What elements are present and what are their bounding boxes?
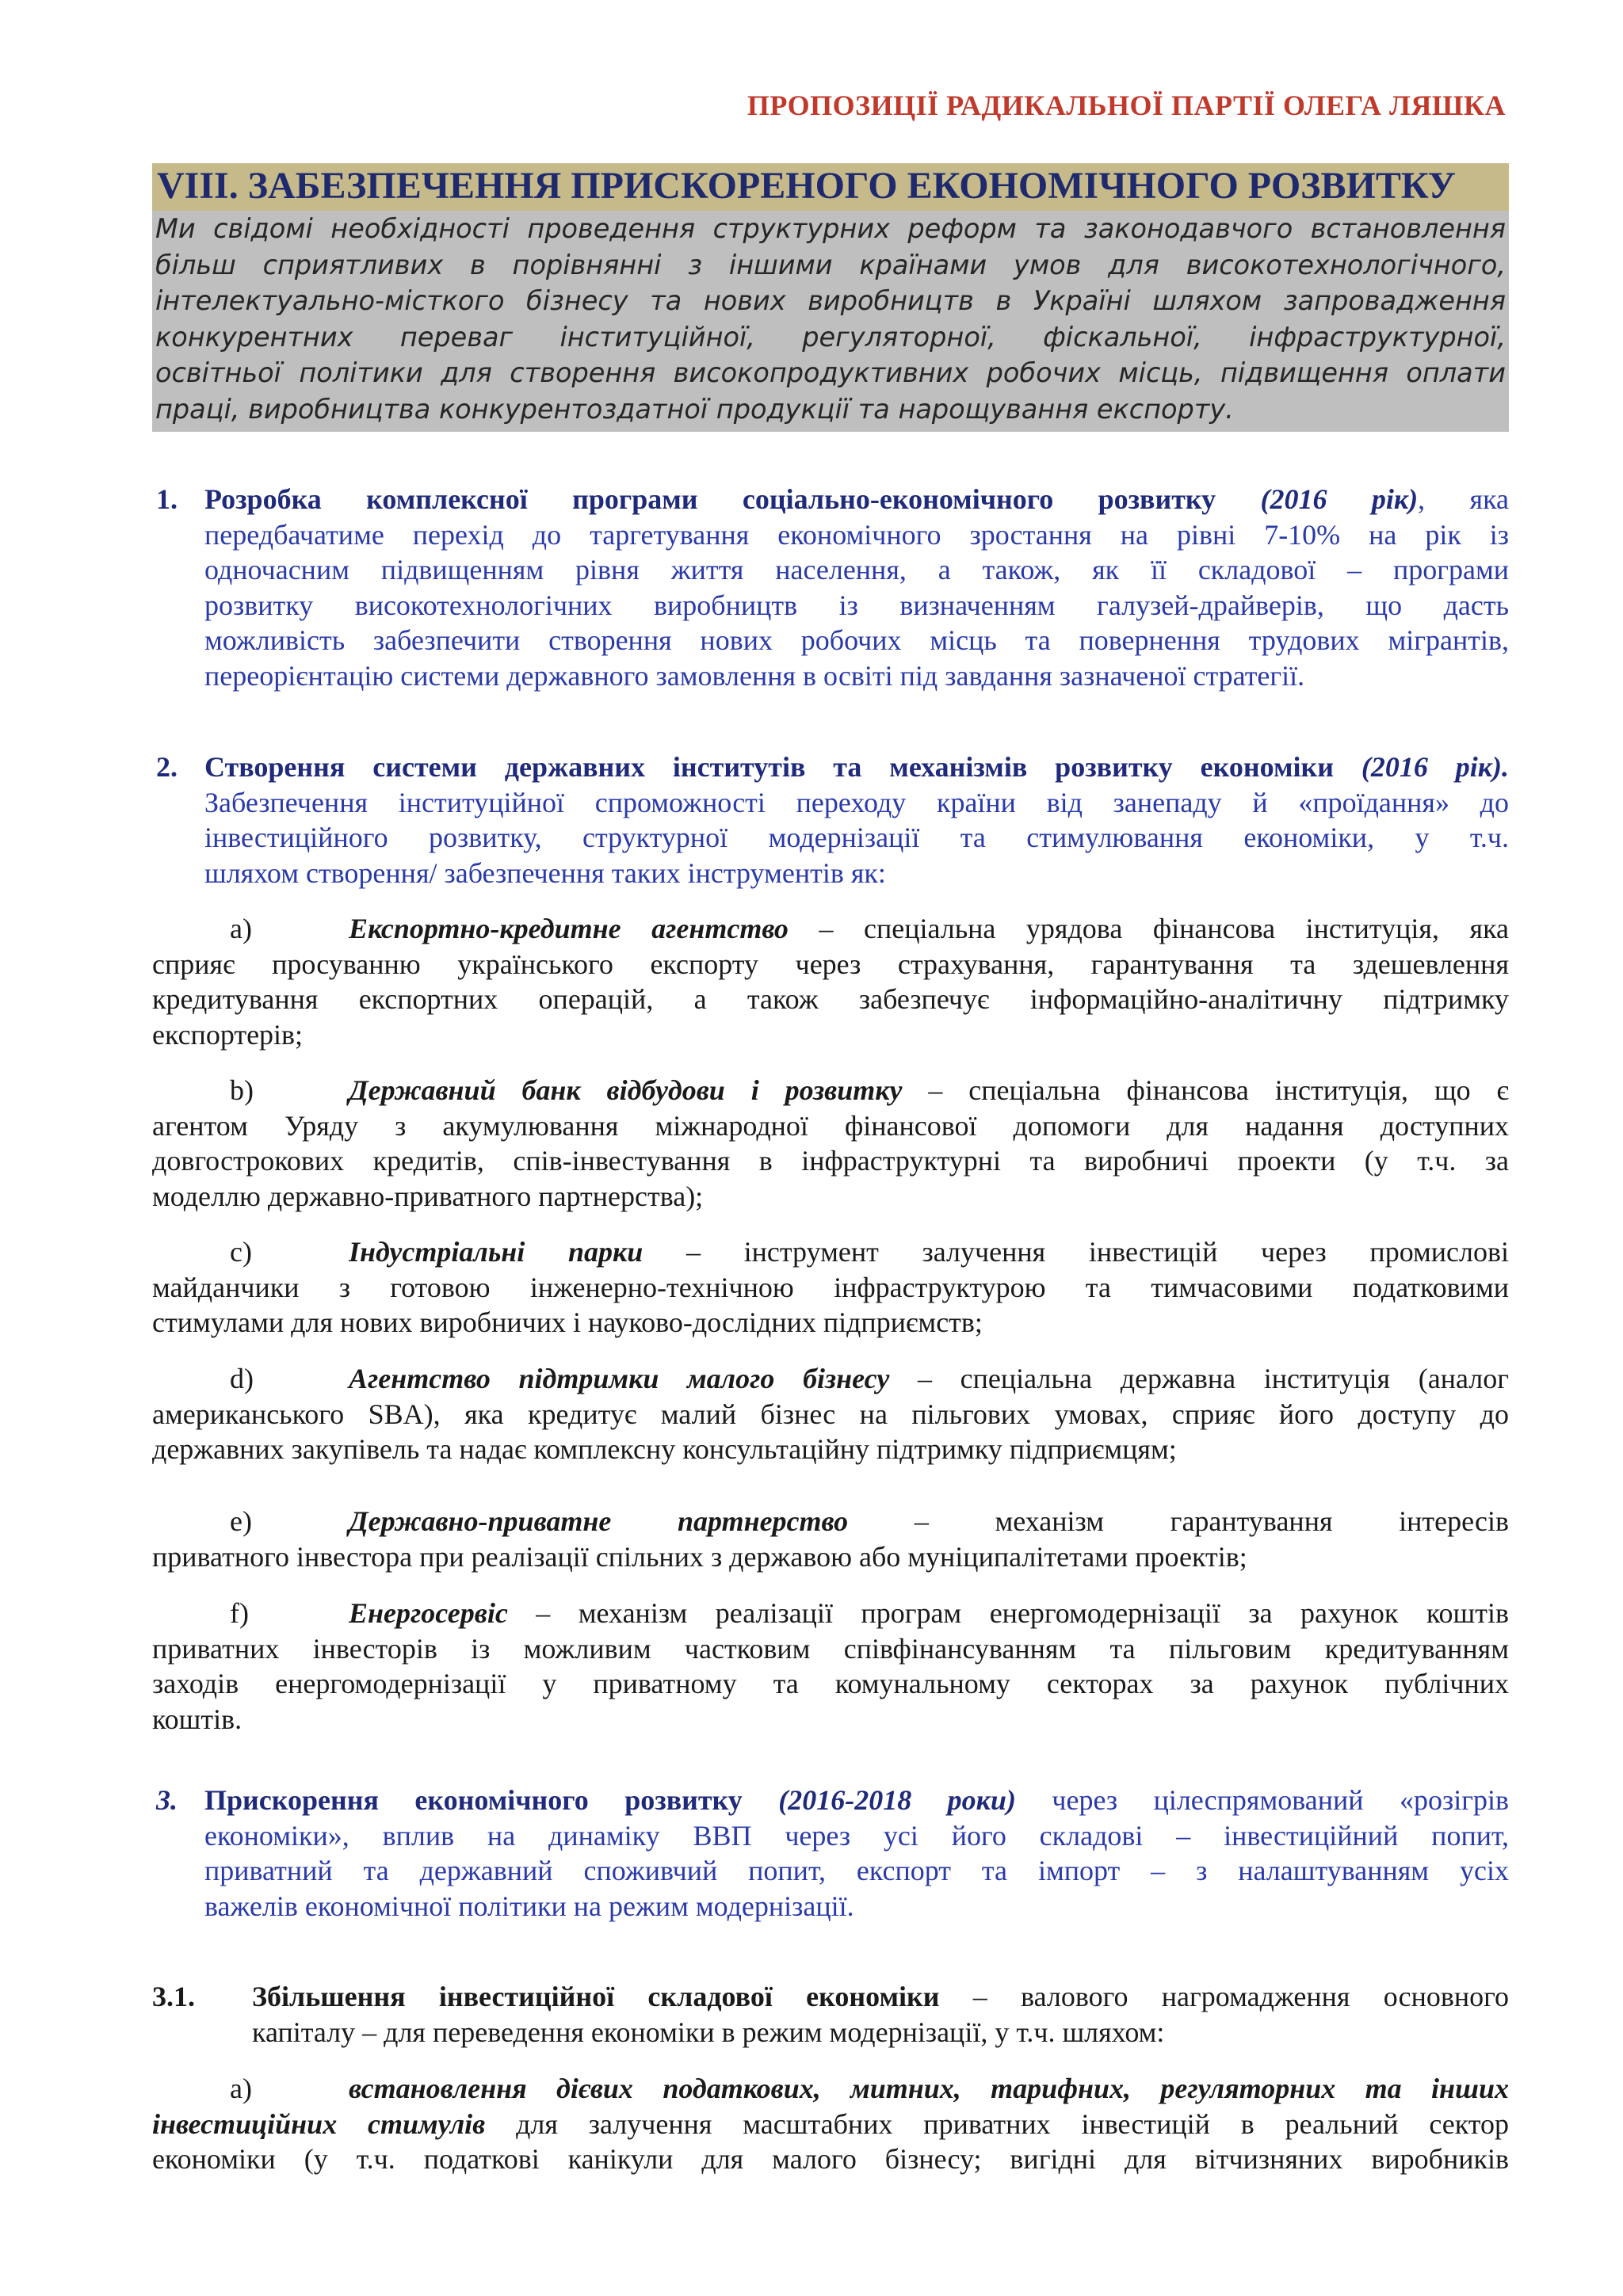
intro-line: праці, виробництва конкурентоздатної продукції та нарощування експорту. [155, 393, 1234, 425]
item-period: (2016-2018 роки) [778, 1784, 1016, 1816]
subitem-a [152, 911, 1509, 1052]
subitem-line: майданчики з готовою інженерно-технічною інфраструктурою та тимчасовими податковими [152, 1271, 1509, 1303]
subitem-text: – механізм гарантування інтересів [848, 1505, 1509, 1537]
subitem-line [152, 1073, 1509, 1108]
intro-line: більш сприятливих в порівнянні з іншими країнами умов для високотехнологічного, [155, 249, 1506, 280]
subsection-3-1 [152, 1979, 1509, 2050]
subitem-line [152, 911, 1509, 947]
subitem-line: сприяє просуванню українського експорту через страхування, гарантування та здешевлення [152, 948, 1509, 980]
subitem-line: заходів енергомодернізації у приватному та комунальному секторах за рахунок публічних [152, 1668, 1509, 1699]
item-line: приватний та державний споживчий попит, експорт та імпорт – з налаштуванням усіх [204, 1855, 1509, 1886]
subitem-line: економіки (у т.ч. податкові канікули для малого бізнесу; вигідні для вітчизняних виробників [152, 2143, 1509, 2175]
list-item-1 [152, 482, 1509, 693]
subitem-text: – інструмент залучення інвестицій через промислові [643, 1236, 1510, 1268]
item-body [204, 482, 1509, 693]
intro-line: освітньої політики для створення високопродуктивних робочих місць, підвищення оплати [155, 357, 1506, 388]
item-text: , яка [1418, 483, 1510, 515]
item-lead: Розробка комплексної програми соціально-економічного розвитку [204, 483, 1216, 515]
item-line: передбачатиме перехід до таргетування економічного зростання на рівні 7-10% на рік із [204, 518, 1509, 551]
intro-line: інтелектуально-місткого бізнесу та нових виробництв в Україні шляхом запровадження [155, 285, 1506, 316]
subitem-text: – спеціальна урядова фінансова інституція, яка [788, 913, 1509, 944]
subitem-line [152, 1361, 1509, 1397]
intro-line: Ми свідомі необхідності проведення структурних реформ та законодавчого встановлення [155, 213, 1506, 244]
section-box [152, 163, 1509, 432]
subsection-number: 3.1. [152, 1981, 195, 2012]
subitem-line [152, 1504, 1509, 1539]
item-line: розвитку високотехнологічних виробництв із визначенням галузей-драйверів, що дасть [204, 589, 1509, 621]
section-intro [152, 211, 1509, 432]
subitem-term: Індустріальні парки [349, 1236, 643, 1268]
subitem-term: інвестиційних стимулів [152, 2107, 486, 2140]
item-line [204, 482, 1509, 517]
subsection-body [252, 1979, 1509, 2050]
subitem-line: американського SBA), яка кредитує малий бізнес на пільгових умовах, сприяє його доступу до [152, 1398, 1509, 1430]
subitem-letter: c) [230, 1236, 252, 1268]
subitem-term: Державний банк відбудови і розвитку [349, 1074, 903, 1106]
item-line: інвестиційного розвитку, структурної модернізації та стимулювання економіки, у т.ч. [204, 822, 1509, 853]
item-period: (2016 рік) [1260, 483, 1419, 515]
list-item-3 [152, 1783, 1509, 1924]
subitem-letter: d) [230, 1363, 254, 1394]
subitem-b [152, 1073, 1509, 1214]
subitem-line: експортерів; [152, 1018, 304, 1051]
subitem-line [152, 1596, 1509, 1631]
subitem-term: встановлення дієвих податкових, митних, тарифних, регуляторних та інших [349, 2073, 1509, 2104]
subitem-term: Експортно-кредитне агентство [349, 913, 789, 944]
item-body [204, 749, 1509, 891]
item-line: можливість забезпечити створення нових робочих місць та повернення трудових мігрантів, [204, 624, 1509, 656]
subitem-line: коштів. [152, 1703, 242, 1735]
subitem-line: приватних інвесторів із можливим частковим співфінансуванням та пільговим кредитуванням [152, 1632, 1509, 1665]
item-line: Забезпечення інституційної спроможності переходу країни від занепаду й «проїдання» до [204, 786, 1509, 818]
subitem-letter: e) [230, 1505, 252, 1537]
item-body [204, 1783, 1509, 1924]
subitem-line: приватного інвестора при реалізації спільних з державою або муніципалітетами проектів; [152, 1540, 1247, 1573]
subitem-line: моделлю державно-приватного партнерства); [152, 1180, 704, 1212]
subitem-f [152, 1596, 1509, 1737]
subitem-d [152, 1361, 1509, 1467]
item-number: 3. [156, 1784, 178, 1816]
item-line: переорієнтацію системи державного замовлення в освіті під завдання зазначеної стратегії. [204, 659, 1305, 692]
item-line: економіки», вплив на динаміку ВВП через усі його складові – інвестиційний попит, [204, 1819, 1509, 1852]
subitem-line: агентом Уряду з акумулювання міжнародної фінансової допомоги для надання доступних [152, 1109, 1509, 1142]
subitem-term: Енергосервіс [349, 1597, 508, 1629]
subitem-line: кредитування експортних операцій, а також забезпечує інформаційно-аналітичну підтримку [152, 983, 1509, 1015]
subitem-text: – спеціальна фінансова інституція, що є [902, 1074, 1509, 1106]
item-text: через цілеспрямований «розігрів [1015, 1784, 1509, 1816]
item-line [204, 749, 1509, 785]
subitem-c [152, 1234, 1509, 1341]
subitem-term: Державно-приватне партнерство [349, 1505, 849, 1537]
item-number: 1. [156, 483, 178, 515]
item-lead: Прискорення економічного розвитку [204, 1784, 743, 1816]
item-line [204, 1783, 1509, 1818]
intro-line: конкурентних переваг інституційної, регуляторної, фіскальної, інфраструктурної, [155, 321, 1506, 353]
item-period: (2016 рік). [1361, 751, 1509, 783]
subitem-letter: b) [230, 1074, 254, 1106]
subitem-letter: a) [230, 2073, 252, 2104]
running-header: ПРОПОЗИЦІЇ РАДИКАЛЬНОЇ ПАРТІЇ ОЛЕГА ЛЯШКА [747, 90, 1506, 121]
subitem-line [152, 1234, 1509, 1270]
item-line: шляхом створення/ забезпечення таких інструментів як: [204, 856, 886, 889]
item-line: одночасним підвищенням рівня життя населення, а також, як її складової – програми [204, 554, 1509, 585]
subitem-line: державних закупівель та надає комплексну консультаційну підтримку підприємцям; [152, 1433, 1177, 1465]
subitem-letter: f) [230, 1597, 249, 1629]
subitem-line [152, 2107, 1509, 2142]
subsection-3-1-item-a [152, 2071, 1509, 2177]
subitem-text: – спеціальна державна інституція (аналог [889, 1363, 1509, 1394]
item-number: 2. [156, 751, 178, 783]
item-line: важелів економічної політики на режим модернізації. [204, 1890, 854, 1922]
subitem-line: стимулами для нових виробничих і науково-дослідних підприємств; [152, 1306, 983, 1338]
subsection-line [252, 1979, 1509, 2015]
subsection-text: – валового нагромадження основного [939, 1981, 1509, 2012]
section-title: VIII. ЗАБЕЗПЕЧЕННЯ ПРИСКОРЕНОГО ЕКОНОМІЧНОГО РОЗВИТКУ [152, 163, 1509, 211]
subitem-text: – механізм реалізації програм енергомодернізації за рахунок коштів [507, 1597, 1509, 1629]
subitem-line: довгострокових кредитів, спів-інвестування в інфраструктурні та виробничі проекти (у т.ч. за [152, 1145, 1509, 1177]
subitem-text: для залучення масштабних приватних інвестицій в реальний сектор [485, 2107, 1509, 2140]
subitem-line [152, 2071, 1509, 2107]
subsection-line: капіталу – для переведення економіки в режим модернізації, у т.ч. шляхом: [252, 2016, 1165, 2048]
subitem-e [152, 1504, 1509, 1574]
subsection-lead: Збільшення інвестиційної складової економіки [252, 1981, 940, 2012]
list-item-2 [152, 749, 1509, 891]
subitem-term: Агентство підтримки малого бізнесу [349, 1363, 890, 1394]
subitem-letter: a) [230, 913, 252, 944]
item-lead: Створення системи державних інститутів та механізмів розвитку економіки [204, 751, 1334, 783]
